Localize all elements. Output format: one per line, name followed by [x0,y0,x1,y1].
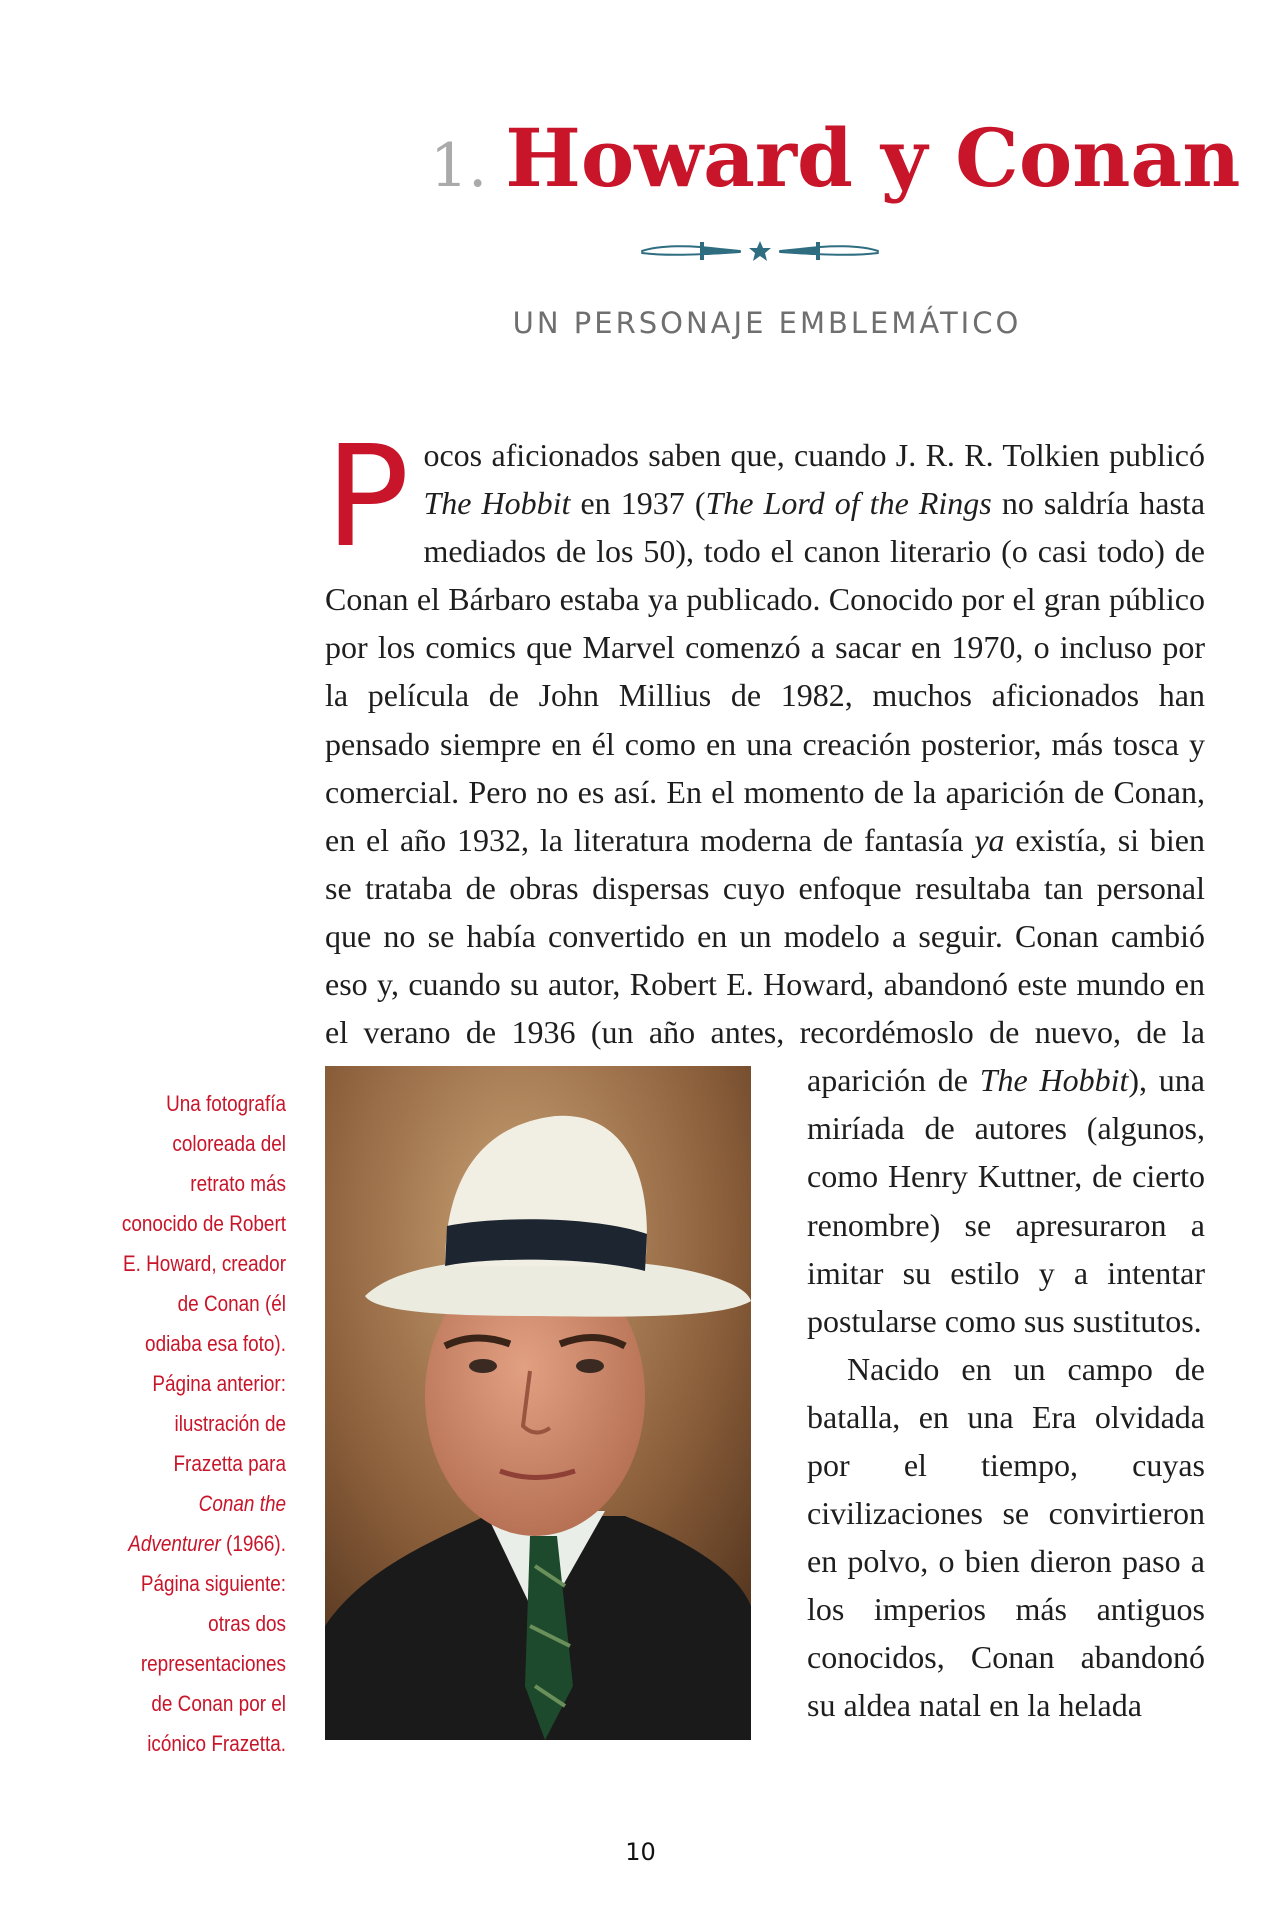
chapter-heading [430,108,1241,216]
image-caption [116,1084,286,1764]
page-number: 10 [625,1838,656,1866]
body-text [325,416,1206,1740]
paragraph-2: Nacido en un campo de batalla, en una Era olvidada por el tiempo, cuyas civilizaciones se convirtieron en polvo, o bien dieron paso a los imperios más antiguos conocidos, Conan abandonó su aldea natal en la helada [807,1350,1205,1724]
drop-cap: P [325,416,410,579]
sword-star-ornament-icon [640,236,880,266]
caption-second: Página siguiente: otras dos representaciones de Conan por el icónico Frazetta. [140,1571,286,1756]
portrait-photo [325,1066,751,1740]
caption-first: Una fotografía coloreada del retrato más conocido de Robert E. Howard, creador de Conan (él odiaba esa foto). Página anterior: ilustración de Frazetta para Conan the Adventurer (1966). [121,1091,286,1556]
chapter-subtitle: UN PERSONAJE EMBLEMÁTICO [512,306,1022,340]
paragraph-1: Pocos aficionados saben que, cuando J. R. R. Tolkien publicó The Hobbit en 1937 (The Lord of the Rings no saldría hasta mediados de los 50), todo el canon literario (o casi todo) de Conan el Bárbaro estaba ya publicado. Conocido por el gran público por los comics que Marvel comenzó a sacar en 1970, o incluso por la película de John Millius de 1982, muchos aficionados han pensado siempre en él como en una creación posterior, más tosca y comercial. Pero no es así. En el momento de la aparición de Conan, en el año 1932, la literatura moderna de fantasía ya existía, si bien se trataba de obras dispersas cuyo enfoque resultaba tan personal que no se había convertido en un modelo a seguir. Conan cambió eso y, cuando su autor, Robert E. Howard, abandonó este mundo en el verano de 1936 (un año antes, recordémoslo de nuevo, de la aparición de The Hobbit), una miríada de autores (algunos, como Henry Kuttner, de cierto renombre) se apresuraron a imitar su estilo y a intentar postularse como sus sustitutos. [325,431,1205,1345]
chapter-title: Howard y Conan [505,111,1241,205]
chapter-number: 1. [430,131,488,201]
